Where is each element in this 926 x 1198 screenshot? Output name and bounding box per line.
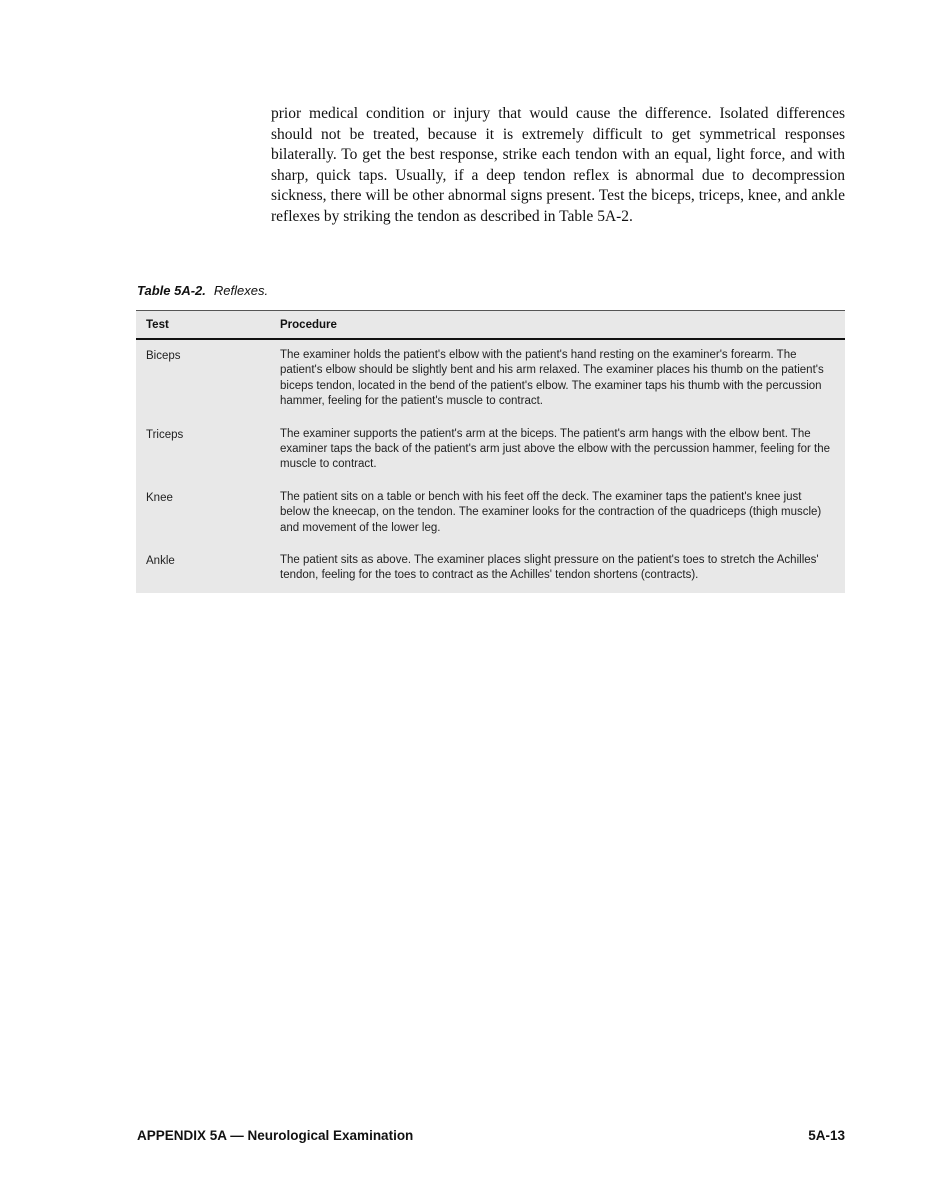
page-footer [137, 1128, 845, 1143]
test-cell: Triceps [146, 428, 184, 441]
table-caption-title: Reflexes. [213, 283, 269, 298]
procedure-cell: The examiner holds the patient's elbow with the patient's hand resting on the examiner's forearm. The patient's elbow should be slightly bent and his arm relaxed. The examiner places his thumb on the patient's biceps tendon, located in the bend of the patient's elbow. The examiner taps his thumb with the percussion hammer, feeling for the patient's muscle to contract. [280, 349, 824, 408]
procedure-cell: The patient sits as above. The examiner places slight pressure on the patient's toes to stretch the Achilles' tendon, feeling for the toes to contract as the Achilles' tendon shortens (contracts). [280, 554, 819, 582]
footer-appendix-title: APPENDIX 5A — Neurological Examination [137, 1128, 414, 1143]
procedure-cell: The examiner supports the patient's arm at the biceps. The patient's arm hangs with the elbow bent. The examiner taps the back of the patient's arm just above the elbow with the percussion hammer, feeling for the muscle to contract. [280, 427, 831, 471]
column-header-procedure: Procedure [280, 318, 337, 331]
table-row [136, 482, 845, 545]
table-row [136, 545, 845, 593]
table-caption-label: Table 5A-2. [137, 283, 206, 298]
table-row [136, 340, 845, 419]
footer-page-number: 5A-13 [808, 1128, 845, 1143]
column-header-test: Test [146, 318, 169, 331]
table-caption [137, 283, 268, 298]
procedure-cell: The patient sits on a table or bench with his feet off the deck. The examiner taps the patient's knee just below the kneecap, on the tendon. The examiner looks for the contraction of the quadriceps (thigh muscle) and movement of the lower leg. [280, 490, 822, 534]
test-cell: Knee [146, 491, 173, 504]
reflexes-table [136, 310, 845, 593]
table-row [136, 419, 845, 482]
table-header-row [136, 310, 845, 340]
test-cell: Ankle [146, 555, 175, 568]
body-paragraph: prior medical condition or injury that would cause the difference. Isolated differences should not be treated, because it is extremely difficult to get symmetrical responses bilaterally. To get the best response, strike each tendon with an equal, light force, and with sharp, quick taps. Usually, if a deep tendon reflex is abnormal due to decompression sickness, there will be other abnormal signs present. Test the biceps, triceps, knee, and ankle reflexes by striking the tendon as described in Table 5A-2. [271, 105, 845, 225]
test-cell: Biceps [146, 350, 181, 362]
